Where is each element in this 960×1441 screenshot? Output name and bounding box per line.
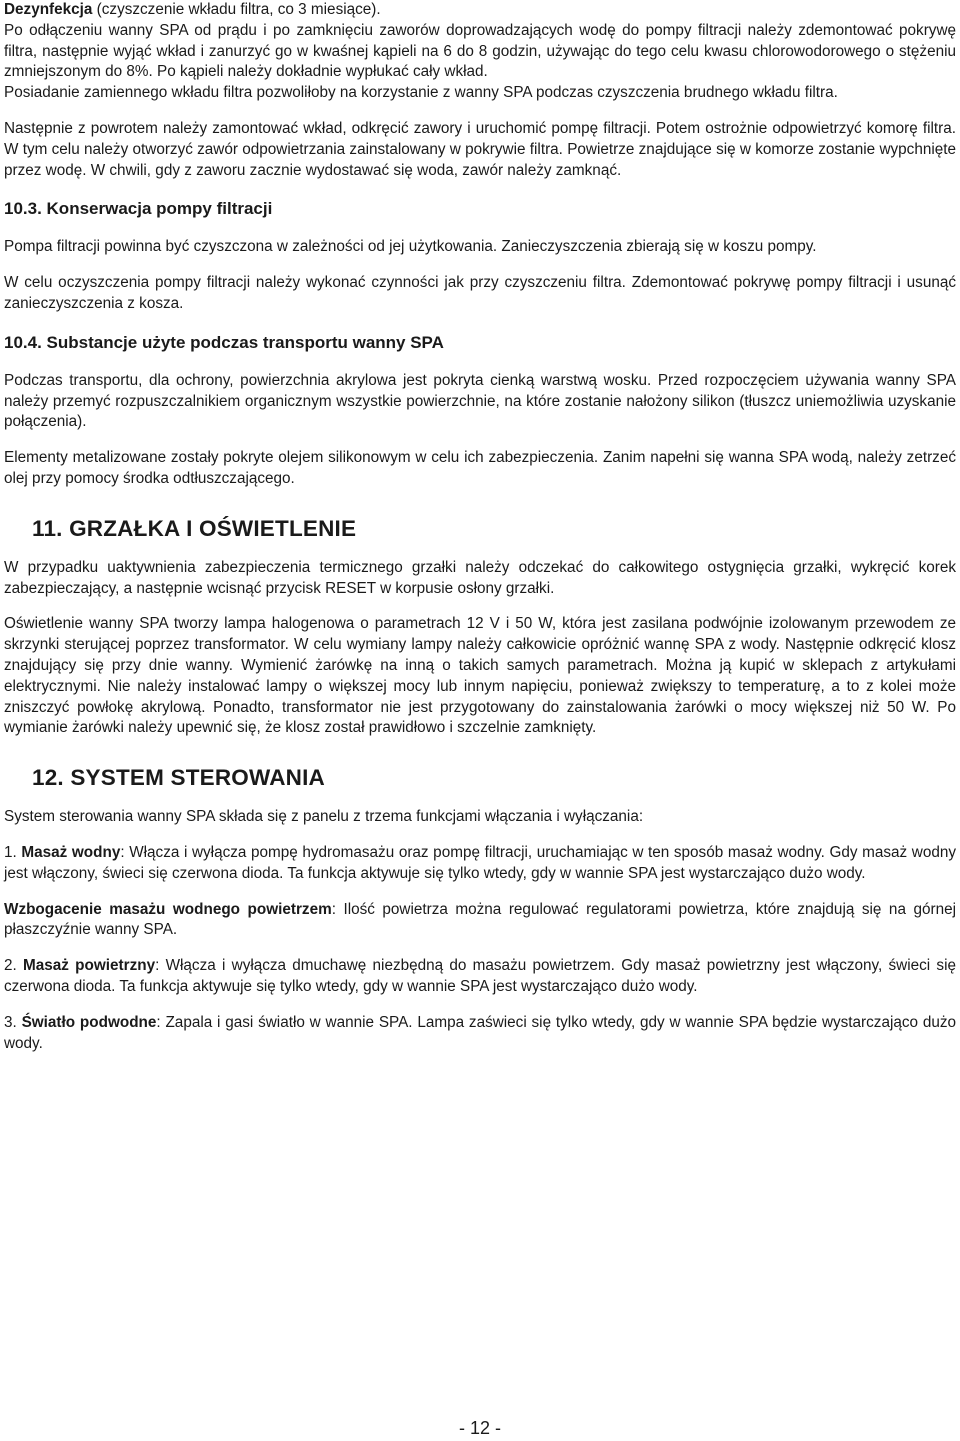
section-10-4-heading: 10.4. Substancje użyte podczas transportu wanny SPA [4, 332, 444, 352]
section-11-paragraph-2: Oświetlenie wanny SPA tworzy lampa halogenowa o parametrach 12 V i 50 W, która jest zasilana podwójnie izolowanym przewodem ze skrzynki sterującej poprzez transformator. W celu wymiany lampy należy całkowicie opróżnić wannę SPA z wody. Następnie odkręcić klosz znajdujący się przy dnie wanny. Wymienić żarówkę na inną o takich samych parametrach. Można ją kupić w sklepach z artykułami elektrycznymi. Nie należy instalować lampy o większej mocy lub innym napięciu, ponieważ zwiększy to temperaturę, a to z kolei może zniszczyć powłokę akrylową. Ponadto, transformator nie jest przygotowany do zainstalowania żarówki o mocy większej niż 50 W. Po wymianie żarówki należy upewnić się, że klosz został prawidłowo i szczelnie zamknięty. [4, 615, 956, 737]
section-10-3-heading: 10.3. Konserwacja pompy filtracji [4, 199, 273, 219]
disinfection-paragraph-1: Po odłączeniu wanny SPA od prądu i po zamknięciu zaworów doprowadzających wodę do pompy filtracji należy zdemontować pokrywę filtra, następnie wyjąć wkład i zanurzyć go w kwaśnej kąpieli na 6 do 8 godzin, używając do tego celu kwasu chlorowodorowego o stężeniu zmniejszonym do 8%. Po kąpieli należy dokładnie wypłukać cały wkład. [4, 21, 956, 81]
section-10-4-paragraph-2: Elementy metalizowane zostały pokryte olejem silikonowym w celu ich zabezpieczenia. Zanim napełni się wanna SPA wodą, należy zetrzeć olej przy pomocy środka odtłuszczającego. [4, 449, 956, 487]
control-enrichment [4, 900, 956, 942]
section-12-intro: System sterowania wanny SPA składa się z panelu z trzema funkcjami włączania i wyłączania: [4, 808, 644, 826]
control-item-2-number: 2. [4, 957, 24, 975]
disinfection-note: (czyszczenie wkładu filtra, co 3 miesiące). [92, 1, 381, 18]
disinfection-label: Dezynfekcja [4, 1, 93, 18]
control-item-1-text: : Włącza i wyłącza pompę hydromasażu oraz pompę filtracji, uruchamiając w ten sposób masaż wodny. Gdy masaż wodny jest włączony, świeci się czerwona dioda. Ta funkcja aktywuje się tylko wtedy, gdy w wannie SPA jest wystarczająco dużo wody. [4, 843, 956, 882]
section-10-3-paragraph-2: W celu oczyszczenia pompy filtracji należy wykonać czynności jak przy czyszczeniu filtra. Zdemontować pokrywę pompy filtracji i usunąć zanieczyszczenia z kosza. [4, 274, 956, 312]
disinfection-paragraph-3: Następnie z powrotem należy zamontować wkład, odkręcić zawory i uruchomić pompę filtracji. Potem ostrożnie odpowietrzyć komorę filtra. W tym celu należy otworzyć zawór odpowietrzania zainstalowany w pokrywie filtra. Powietrze znajdujące się w komorze zostanie wypchnięte przez wodę. W chwili, gdy z zaworu zacznie wydostawać się woda, zawór należy zamknąć. [4, 119, 956, 179]
control-item-1-label: Masaż wodny [21, 843, 121, 861]
control-item-2-label: Masaż powietrzny [23, 957, 156, 975]
control-enrichment-label: Wzbogacenie masażu wodnego powietrzem [4, 900, 332, 918]
section-12-heading: 12. SYSTEM STEROWANIA [32, 765, 325, 791]
control-item-2 [4, 956, 956, 998]
control-item-3-label: Światło podwodne [21, 1013, 157, 1031]
disinfection-intro [4, 0, 956, 21]
section-11-paragraph-1: W przypadku uaktywnienia zabezpieczenia termicznego grzałki należy odczekać do całkowitego ostygnięcia grzałki, wykręcić korek zabezpieczający, a następnie wcisnąć przycisk RESET w korpusie osłony grzałki. [4, 558, 956, 597]
section-10-3-paragraph-1: Pompa filtracji powinna być czyszczona w zależności od jej użytkowania. Zanieczyszczenia zbierają się w koszu pompy. [4, 238, 817, 256]
section-11-heading: 11. GRZAŁKA I OŚWIETLENIE [32, 515, 357, 541]
page-number: - 12 - [458, 1418, 501, 1438]
control-enrichment-text: : Ilość powietrza można regulować regulatorami powietrza, które znajdują się na górnej płaszczyźnie wanny SPA. [4, 900, 956, 939]
control-item-3 [4, 1013, 956, 1055]
control-item-2-text: : Włącza i wyłącza dmuchawę niezbędną do masażu powietrzem. Gdy masaż powietrzny jest włączony, świeci się czerwona dioda. Ta funkcja aktywuje się tylko wtedy, gdy w wannie SPA jest wystarczająco dużo wody. [4, 957, 956, 995]
section-10-4-paragraph-1: Podczas transportu, dla ochrony, powierzchnia akrylowa jest pokryta cienką warstwą wosku. Przed rozpoczęciem używania wanny SPA należy przemyć rozpuszczalnikiem organicznym wszystkie powierzchnie, na które zostanie nałożony silikon (tłuszcz uniemożliwia uzyskanie połączenia). [4, 371, 956, 431]
control-item-1-number: 1. [4, 843, 22, 861]
control-item-1 [4, 843, 956, 885]
control-item-3-text: : Zapala i gasi światło w wannie SPA. Lampa zaświeci się tylko wtedy, gdy w wannie SPA będzie wystarczająco dużo wody. [4, 1013, 956, 1052]
disinfection-paragraph-2: Posiadanie zamiennego wkładu filtra pozwoliłoby na korzystanie z wanny SPA podczas czyszczenia brudnego wkładu filtra. [4, 84, 838, 102]
control-item-3-number: 3. [4, 1013, 22, 1031]
